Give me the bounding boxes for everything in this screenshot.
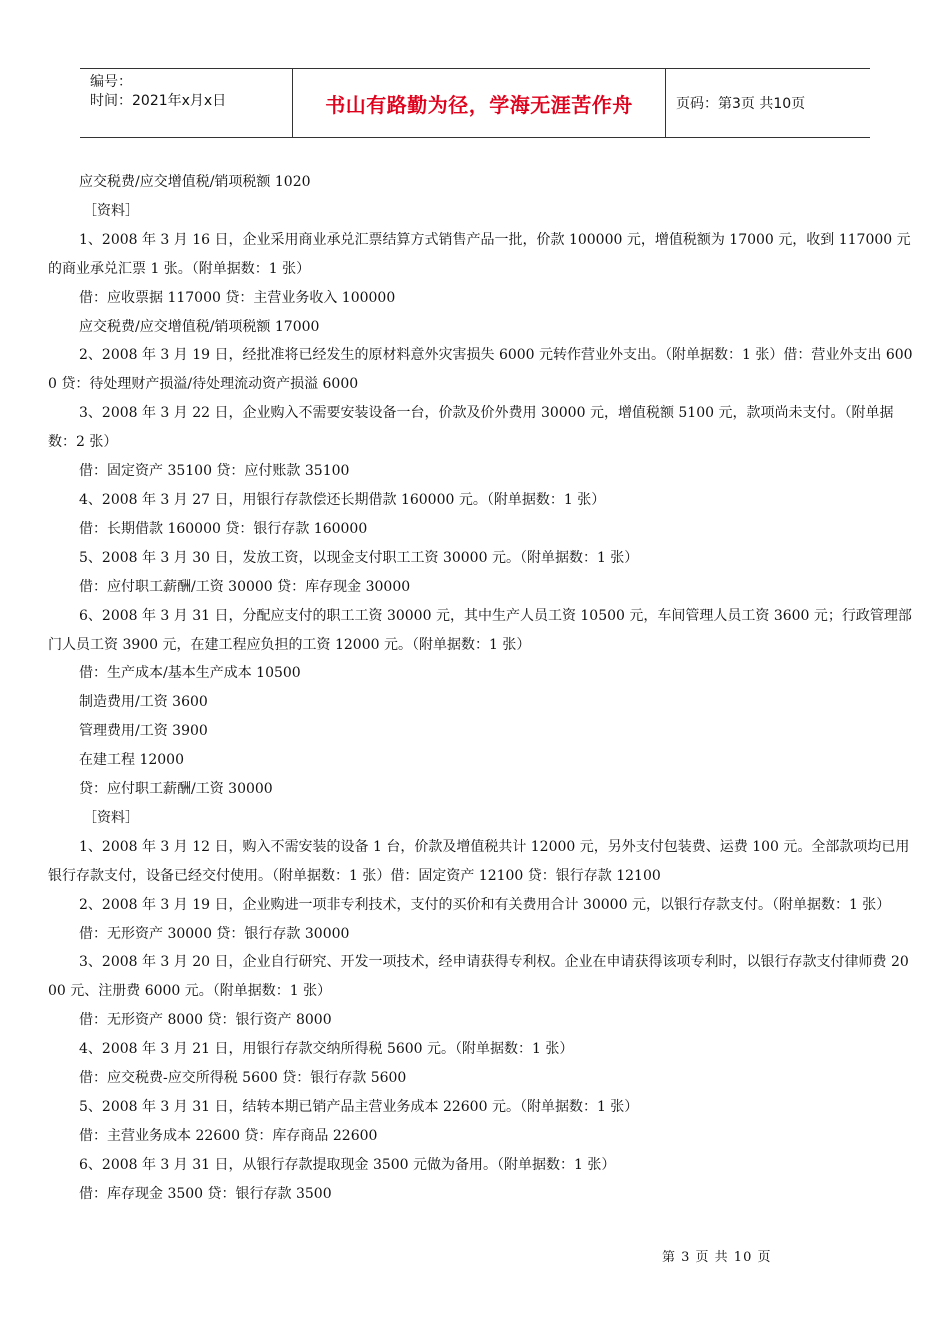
text-line: 5、2008 年 3 月 31 日，结转本期已销产品主营业务成本 22600 元。（附单据数：1 张）: [79, 1099, 639, 1115]
text-line: 借：主营业务成本 22600 贷：库存商品 22600: [79, 1127, 378, 1144]
text-line: 借：无形资产 8000 贷：银行资产 8000: [79, 1012, 332, 1029]
footer-page-label: 第 3 页 共 10 页: [662, 1250, 772, 1265]
text-line: 借：应收票据 117000 贷：主营业务收入 100000: [79, 289, 396, 306]
page-header: [80, 68, 870, 138]
time-label: 时间：2021年x月x日: [90, 93, 227, 109]
text-line: 6、2008 年 3 月 31 日，从银行存款提取现金 3500 元做为备用。（附单据数：1 张）: [79, 1156, 616, 1173]
text-line: 借：应付职工薪酬/工资 30000 贷：库存现金 30000: [79, 578, 411, 595]
text-line: 借：固定资产 35100 贷：应付账款 35100: [79, 463, 350, 480]
text-line: 6、2008 年 3 月 31 日，分配应支付的职工工资 30000 元，其中生产人员工资 10500 元，车间管理人员工资 3600 元；行政管理部门人员工资 3900 元，在建工程应负担的工资 12000 元。（附单据数：1 张）: [48, 607, 912, 653]
text-line: 1、2008 年 3 月 12 日，购入不需安装的设备 1 台，价款及增值税共计 12000 元，另外支付包装费、运费 100 元。全部款项均已用银行存款支付，设备已经交付使用。（附单据数：1 张）借：固定资产 12100 贷：银行存款 12100: [48, 838, 910, 884]
text-line: 1、2008 年 3 月 16 日，企业采用商业承兑汇票结算方式销售产品一批，价款 100000 元，增值税额为 17000 元，收到 117000 元的商业承兑汇票 1 张。（附单据数：1 张）: [48, 231, 911, 277]
text-line: 借：应交税费-应交所得税 5600 贷：银行存款 5600: [79, 1070, 407, 1087]
document-body: [48, 168, 914, 1209]
motto-text: 书山有路勤为径，学海无涯苦作舟: [325, 92, 633, 117]
text-line: 4、2008 年 3 月 21 日，用银行存款交纳所得税 5600 元。（附单据数：1 张）: [79, 1041, 574, 1058]
header-page-info: [666, 69, 870, 137]
text-line: 管理费用/工资 3900: [79, 723, 208, 740]
text-line: 借：库存现金 3500 贷：银行存款 3500: [79, 1185, 332, 1202]
header-meta: [80, 69, 292, 137]
text-line: 4、2008 年 3 月 27 日，用银行存款偿还长期借款 160000 元。（附单据数：1 张）: [79, 491, 606, 508]
text-line: 借：长期借款 160000 贷：银行存款 160000: [79, 520, 368, 537]
number-label: 编号：: [90, 74, 132, 90]
text-line: 3、2008 年 3 月 20 日，企业自行研究、开发一项技术，经申请获得专利权。企业在申请获得该项专利时，以银行存款支付律师费 2000 元、注册费 6000 元。（附单据数：1 张）: [48, 954, 909, 1000]
text-line: 5、2008 年 3 月 30 日，发放工资，以现金支付职工工资 30000 元。（附单据数：1 张）: [79, 549, 639, 566]
text-line: 在建工程 12000: [79, 752, 184, 769]
text-line: 2、2008 年 3 月 19 日，经批准将已经发生的原材料意外灾害损失 6000 元转作营业外支出。（附单据数：1 张）借：营业外支出 6000 贷：待处理财产损溢/待处理流动资产损溢 6000: [48, 347, 913, 393]
text-line: 借：生产成本/基本生产成本 10500: [79, 665, 301, 682]
text-line: 贷：应付职工薪酬/工资 30000: [79, 781, 273, 798]
text-line: 应交税费/应交增值税/销项税额 1020: [79, 174, 311, 190]
text-line: 2、2008 年 3 月 19 日，企业购进一项非专利技术，支付的买价和有关费用合计 30000 元，以银行存款支付。（附单据数：1 张）: [79, 896, 891, 913]
text-line: ［资料］: [83, 809, 139, 826]
text-line: ［资料］: [83, 202, 139, 219]
page-info-text: 页码：第3页 共10页: [676, 96, 806, 112]
text-line: 制造费用/工资 3600: [79, 694, 208, 711]
header-motto: [292, 69, 666, 137]
text-line: 借：无形资产 30000 贷：银行存款 30000: [79, 925, 350, 942]
page-footer: [662, 1246, 771, 1265]
text-line: 应交税费/应交增值税/销项税额 17000: [79, 318, 320, 335]
text-line: 3、2008 年 3 月 22 日，企业购入不需要安装设备一台，价款及价外费用 30000 元，增值税额 5100 元，款项尚未支付。（附单据数：2 张）: [48, 405, 894, 451]
